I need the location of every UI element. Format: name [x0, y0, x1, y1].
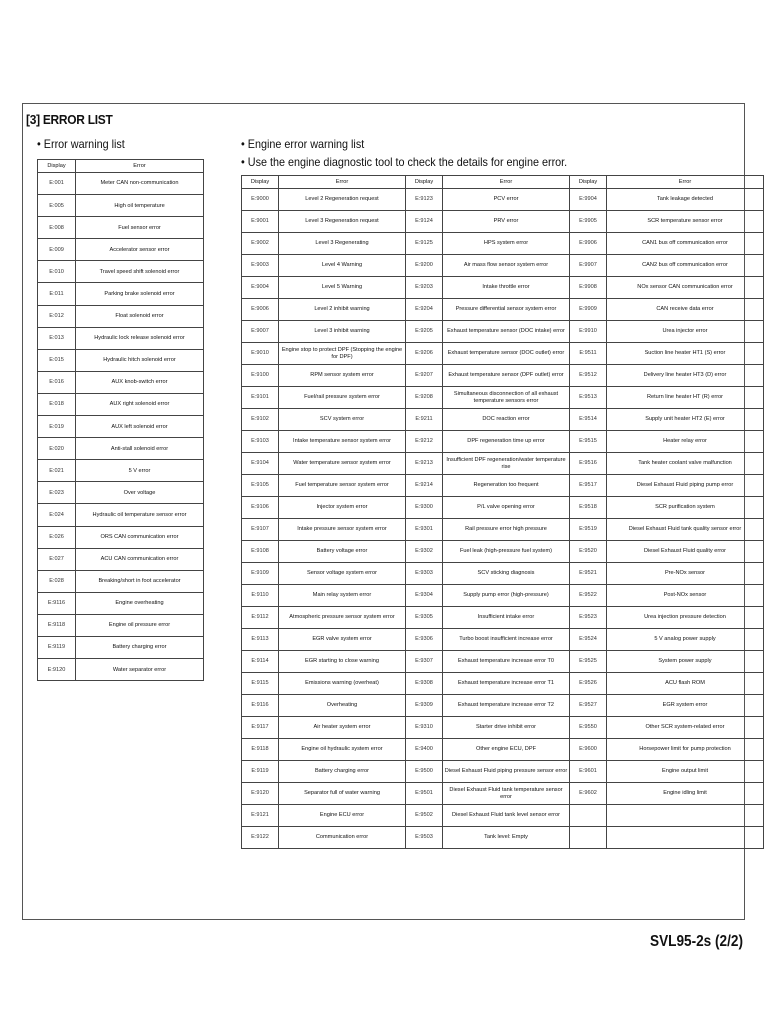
error-code-cell: E:9308	[406, 673, 443, 695]
table-row	[242, 299, 764, 321]
error-code-cell: E:010	[38, 261, 76, 283]
error-description-cell: Battery voltage error	[279, 541, 406, 563]
error-code-cell: E:011	[38, 283, 76, 305]
error-description-cell: Fuel temperature sensor system error	[279, 475, 406, 497]
engine-error-list-heading: • Engine error warning list	[241, 137, 365, 151]
error-code-cell	[570, 827, 607, 849]
error-code-cell: E:028	[38, 570, 76, 592]
error-description-cell: Insufficient DPF regeneration/water temperature rise	[443, 453, 570, 475]
table-row	[242, 717, 764, 739]
table-row	[242, 761, 764, 783]
error-code-cell: E:9208	[406, 387, 443, 409]
table-row	[242, 563, 764, 585]
error-description-cell: AUX right solenoid error	[76, 393, 204, 415]
error-code-cell: E:9116	[242, 695, 279, 717]
error-description-cell: Other SCR system-related error	[607, 717, 764, 739]
error-code-cell: E:9303	[406, 563, 443, 585]
error-code-cell: E:9501	[406, 783, 443, 805]
error-code-cell: E:9601	[570, 761, 607, 783]
error-code-cell: E:015	[38, 349, 76, 371]
error-code-cell: E:9118	[38, 614, 76, 636]
table-row	[242, 189, 764, 211]
table-row	[38, 570, 204, 592]
error-code-cell: E:9550	[570, 717, 607, 739]
error-code-cell: E:9106	[242, 497, 279, 519]
error-code-cell: E:9212	[406, 431, 443, 453]
error-description-cell: Air mass flow sensor system error	[443, 255, 570, 277]
table-row	[242, 607, 764, 629]
error-description-cell: Water temperature sensor system error	[279, 453, 406, 475]
header-display: Display	[242, 176, 279, 189]
error-code-cell	[570, 805, 607, 827]
table-row	[38, 349, 204, 371]
error-description-cell: ACU CAN communication error	[76, 548, 204, 570]
header-display: Display	[38, 160, 76, 173]
error-code-cell: E:9906	[570, 233, 607, 255]
error-description-cell: PRV error	[443, 211, 570, 233]
table-row	[38, 327, 204, 349]
table-row	[38, 393, 204, 415]
error-code-cell: E:9002	[242, 233, 279, 255]
error-description-cell: Delivery line heater HT3 (D) error	[607, 365, 764, 387]
error-description-cell: Pre-NOx sensor	[607, 563, 764, 585]
error-code-cell: E:9120	[38, 659, 76, 681]
error-code-cell: E:9907	[570, 255, 607, 277]
table-row	[38, 283, 204, 305]
table-row	[38, 460, 204, 482]
error-description-cell: Diesel Exhaust Fluid quality error	[607, 541, 764, 563]
error-description-cell: Exhaust temperature sensor (DOC outlet) error	[443, 343, 570, 365]
error-code-cell: E:9119	[38, 636, 76, 658]
error-description-cell: Diesel Exhaust Fluid piping pressure sensor error	[443, 761, 570, 783]
error-description-cell: Engine output limit	[607, 761, 764, 783]
error-description-cell: Diesel Exhaust Fluid piping pump error	[607, 475, 764, 497]
error-description-cell: EGR valve system error	[279, 629, 406, 651]
error-description-cell: Communication error	[279, 827, 406, 849]
table-row	[38, 371, 204, 393]
error-code-cell: E:9203	[406, 277, 443, 299]
error-description-cell	[607, 805, 764, 827]
error-code-cell: E:9518	[570, 497, 607, 519]
error-description-cell: Engine oil hydraulic system error	[279, 739, 406, 761]
error-description-cell: System power supply	[607, 651, 764, 673]
error-description-cell: Emissions warning (overheat)	[279, 673, 406, 695]
error-code-cell: E:9110	[242, 585, 279, 607]
table-header-row	[38, 160, 204, 173]
error-description-cell: Atmospheric pressure sensor system error	[279, 607, 406, 629]
error-warning-list-heading: • Error warning list	[37, 137, 125, 151]
error-description-cell: Level 3 Regeneration request	[279, 211, 406, 233]
error-description-cell: Travel speed shift solenoid error	[76, 261, 204, 283]
error-description-cell: Fuel leak (high-pressure fuel system)	[443, 541, 570, 563]
error-description-cell: High oil temperature	[76, 195, 204, 217]
error-description-cell: Air heater system error	[279, 717, 406, 739]
error-code-cell: E:9206	[406, 343, 443, 365]
error-description-cell: Supply pump error (high-pressure)	[443, 585, 570, 607]
error-code-cell: E:9207	[406, 365, 443, 387]
error-code-cell: E:9117	[242, 717, 279, 739]
table-row	[38, 659, 204, 681]
error-code-cell: E:009	[38, 239, 76, 261]
error-code-cell: E:9305	[406, 607, 443, 629]
error-code-cell: E:9124	[406, 211, 443, 233]
table-row	[242, 431, 764, 453]
error-code-cell: E:9300	[406, 497, 443, 519]
error-code-cell: E:9125	[406, 233, 443, 255]
error-description-cell: SCV sticking diagnosis	[443, 563, 570, 585]
error-description-cell: Main relay system error	[279, 585, 406, 607]
table-row	[38, 239, 204, 261]
error-description-cell: Diesel Exhaust Fluid tank level sensor error	[443, 805, 570, 827]
error-code-cell: E:9524	[570, 629, 607, 651]
table-row	[38, 636, 204, 658]
error-code-cell: E:027	[38, 548, 76, 570]
header-error: Error	[607, 176, 764, 189]
error-description-cell: Anti-stall solenoid error	[76, 438, 204, 460]
error-description-cell: Engine idling limit	[607, 783, 764, 805]
error-description-cell: Post-NOx sensor	[607, 585, 764, 607]
error-code-cell: E:018	[38, 393, 76, 415]
page-frame	[22, 103, 745, 920]
error-code-cell: E:9503	[406, 827, 443, 849]
error-code-cell: E:9513	[570, 387, 607, 409]
table-row	[38, 261, 204, 283]
error-code-cell: E:9910	[570, 321, 607, 343]
error-code-cell: E:9602	[570, 783, 607, 805]
error-description-cell: Intake pressure sensor system error	[279, 519, 406, 541]
table-row	[242, 321, 764, 343]
error-code-cell: E:9105	[242, 475, 279, 497]
error-description-cell: Water separator error	[76, 659, 204, 681]
error-description-cell: Heater relay error	[607, 431, 764, 453]
table-row	[38, 195, 204, 217]
error-code-cell: E:9004	[242, 277, 279, 299]
error-code-cell: E:9205	[406, 321, 443, 343]
header-display: Display	[406, 176, 443, 189]
error-code-cell: E:9307	[406, 651, 443, 673]
table-row	[242, 453, 764, 475]
table-row	[38, 217, 204, 239]
error-description-cell: Level 2 inhibit warning	[279, 299, 406, 321]
table-row	[242, 629, 764, 651]
error-code-cell: E:9514	[570, 409, 607, 431]
error-code-cell: E:9119	[242, 761, 279, 783]
error-code-cell: E:9511	[570, 343, 607, 365]
error-description-cell	[607, 827, 764, 849]
error-description-cell: Intake temperature sensor system error	[279, 431, 406, 453]
error-description-cell: Accelerator sensor error	[76, 239, 204, 261]
error-description-cell: Tank heater coolant valve malfunction	[607, 453, 764, 475]
error-description-cell: Sensor voltage system error	[279, 563, 406, 585]
table-row	[38, 416, 204, 438]
error-code-cell: E:9118	[242, 739, 279, 761]
error-code-cell: E:9120	[242, 783, 279, 805]
error-code-cell: E:9121	[242, 805, 279, 827]
error-description-cell: Overheating	[279, 695, 406, 717]
table-row	[38, 173, 204, 195]
error-code-cell: E:9502	[406, 805, 443, 827]
error-code-cell: E:9905	[570, 211, 607, 233]
error-description-cell: Engine overheating	[76, 592, 204, 614]
error-code-cell: E:9001	[242, 211, 279, 233]
error-description-cell: Parking brake solenoid error	[76, 283, 204, 305]
diagnostic-tool-note: • Use the engine diagnostic tool to check the details for engine error.	[241, 155, 568, 169]
table-row	[242, 695, 764, 717]
table-row	[242, 519, 764, 541]
error-code-cell: E:9520	[570, 541, 607, 563]
error-code-cell: E:023	[38, 482, 76, 504]
header-display: Display	[570, 176, 607, 189]
error-code-cell: E:9904	[570, 189, 607, 211]
table-row	[242, 585, 764, 607]
error-description-cell: Float solenoid error	[76, 305, 204, 327]
error-description-cell: Supply unit heater HT2 (E) error	[607, 409, 764, 431]
error-code-cell: E:013	[38, 327, 76, 349]
error-description-cell: Level 3 inhibit warning	[279, 321, 406, 343]
error-description-cell: AUX left solenoid error	[76, 416, 204, 438]
error-code-cell: E:9103	[242, 431, 279, 453]
error-description-cell: EGR system error	[607, 695, 764, 717]
error-description-cell: 5 V analog power supply	[607, 629, 764, 651]
error-code-cell: E:9108	[242, 541, 279, 563]
error-description-cell: Tank level: Empty	[443, 827, 570, 849]
error-description-cell: ORS CAN communication error	[76, 526, 204, 548]
header-error: Error	[279, 176, 406, 189]
error-description-cell: Exhaust temperature sensor (DPF outlet) error	[443, 365, 570, 387]
error-description-cell: Level 5 Warning	[279, 277, 406, 299]
error-description-cell: Suction line heater HT1 (S) error	[607, 343, 764, 365]
error-code-cell: E:9006	[242, 299, 279, 321]
error-description-cell: Tank leakage detected	[607, 189, 764, 211]
error-description-cell: P/L valve opening error	[443, 497, 570, 519]
error-description-cell: Horsepower limit for pump protection	[607, 739, 764, 761]
error-code-cell: E:9114	[242, 651, 279, 673]
error-description-cell: SCR purification system	[607, 497, 764, 519]
error-code-cell: E:9600	[570, 739, 607, 761]
error-description-cell: Diesel Exhaust Fluid tank quality sensor error	[607, 519, 764, 541]
error-description-cell: DPF regeneration time up error	[443, 431, 570, 453]
table-row	[242, 827, 764, 849]
error-code-cell: E:019	[38, 416, 76, 438]
error-code-cell: E:9116	[38, 592, 76, 614]
error-description-cell: Exhaust temperature increase error T1	[443, 673, 570, 695]
table-row	[38, 504, 204, 526]
error-code-cell: E:9100	[242, 365, 279, 387]
error-description-cell: Over voltage	[76, 482, 204, 504]
error-description-cell: Level 4 Warning	[279, 255, 406, 277]
table-row	[38, 526, 204, 548]
error-description-cell: Injector system error	[279, 497, 406, 519]
error-code-cell: E:9214	[406, 475, 443, 497]
error-code-cell: E:020	[38, 438, 76, 460]
table-row	[38, 438, 204, 460]
error-code-cell: E:9112	[242, 607, 279, 629]
error-code-cell: E:9500	[406, 761, 443, 783]
table-row	[242, 673, 764, 695]
error-code-cell: E:9102	[242, 409, 279, 431]
error-description-cell: Breaking/short in foot accelerator	[76, 570, 204, 592]
error-description-cell: Intake throttle error	[443, 277, 570, 299]
error-description-cell: Urea injection pressure detection	[607, 607, 764, 629]
error-code-cell: E:9517	[570, 475, 607, 497]
error-code-cell: E:9007	[242, 321, 279, 343]
table-row	[242, 211, 764, 233]
error-description-cell: Turbo boost insufficient increase error	[443, 629, 570, 651]
error-description-cell: Battery charging error	[76, 636, 204, 658]
error-code-cell: E:9306	[406, 629, 443, 651]
error-description-cell: Insufficient intake error	[443, 607, 570, 629]
error-description-cell: Exhaust temperature increase error T2	[443, 695, 570, 717]
error-description-cell: PCV error	[443, 189, 570, 211]
table-row	[38, 548, 204, 570]
table-row	[242, 541, 764, 563]
error-description-cell: Battery charging error	[279, 761, 406, 783]
section-title: [3] ERROR LIST	[26, 112, 113, 127]
error-code-cell: E:9304	[406, 585, 443, 607]
error-description-cell: Fuel/rail pressure system error	[279, 387, 406, 409]
error-description-cell: AUX knob-switch error	[76, 371, 204, 393]
error-description-cell: SCV system error	[279, 409, 406, 431]
error-code-cell: E:9519	[570, 519, 607, 541]
error-description-cell: Level 3 Regenerating	[279, 233, 406, 255]
engine-error-table	[241, 175, 764, 849]
error-code-cell: E:9204	[406, 299, 443, 321]
error-code-cell: E:9101	[242, 387, 279, 409]
header-error: Error	[443, 176, 570, 189]
error-code-cell: E:9908	[570, 277, 607, 299]
table-row	[38, 592, 204, 614]
error-description-cell: Meter CAN non-communication	[76, 173, 204, 195]
error-code-cell: E:001	[38, 173, 76, 195]
error-warning-table	[37, 159, 204, 681]
error-code-cell: E:016	[38, 371, 76, 393]
error-code-cell: E:9400	[406, 739, 443, 761]
error-code-cell: E:9527	[570, 695, 607, 717]
error-description-cell: EGR starting to close warning	[279, 651, 406, 673]
error-code-cell: E:9211	[406, 409, 443, 431]
error-code-cell: E:9526	[570, 673, 607, 695]
table-row	[242, 497, 764, 519]
error-code-cell: E:9909	[570, 299, 607, 321]
error-code-cell: E:9104	[242, 453, 279, 475]
error-code-cell: E:012	[38, 305, 76, 327]
table-row	[38, 482, 204, 504]
error-code-cell: E:024	[38, 504, 76, 526]
error-code-cell: E:9113	[242, 629, 279, 651]
error-code-cell: E:9000	[242, 189, 279, 211]
error-description-cell: Simultaneous disconnection of all exhaust temperature sensors error	[443, 387, 570, 409]
table-row	[242, 805, 764, 827]
table-header-row	[242, 176, 764, 189]
error-description-cell: SCR temperature sensor error	[607, 211, 764, 233]
error-code-cell: E:9107	[242, 519, 279, 541]
error-code-cell: E:9115	[242, 673, 279, 695]
table-row	[242, 409, 764, 431]
error-code-cell: E:9301	[406, 519, 443, 541]
error-code-cell: E:026	[38, 526, 76, 548]
error-code-cell: E:9310	[406, 717, 443, 739]
error-description-cell: Return line heater HT (R) error	[607, 387, 764, 409]
error-description-cell: Separator full of water warning	[279, 783, 406, 805]
table-row	[242, 365, 764, 387]
table-row	[242, 255, 764, 277]
table-row	[38, 614, 204, 636]
error-description-cell: ACU flash ROM	[607, 673, 764, 695]
error-description-cell: Rail pressure error high pressure	[443, 519, 570, 541]
model-label: SVL95-2s (2/2)	[650, 933, 743, 950]
table-row	[242, 651, 764, 673]
error-description-cell: CAN2 bus off communication error	[607, 255, 764, 277]
error-code-cell: E:9516	[570, 453, 607, 475]
table-row	[242, 233, 764, 255]
error-description-cell: Exhaust temperature sensor (DOC intake) error	[443, 321, 570, 343]
error-code-cell: E:9213	[406, 453, 443, 475]
error-description-cell: CAN receive data error	[607, 299, 764, 321]
error-code-cell: E:021	[38, 460, 76, 482]
table-row	[242, 387, 764, 409]
error-description-cell: Exhaust temperature increase error T0	[443, 651, 570, 673]
error-code-cell: E:9123	[406, 189, 443, 211]
error-description-cell: DOC reaction error	[443, 409, 570, 431]
table-row	[242, 739, 764, 761]
error-code-cell: E:9522	[570, 585, 607, 607]
error-description-cell: Pressure differential sensor system error	[443, 299, 570, 321]
error-description-cell: Engine stop to protect DPF (Stopping the engine for DPF)	[279, 343, 406, 365]
error-code-cell: E:9309	[406, 695, 443, 717]
error-description-cell: Engine ECU error	[279, 805, 406, 827]
error-description-cell: CAN1 bus off communication error	[607, 233, 764, 255]
error-description-cell: Other engine ECU, DPF	[443, 739, 570, 761]
error-description-cell: Hydraulic oil temperature sensor error	[76, 504, 204, 526]
error-code-cell: E:9200	[406, 255, 443, 277]
error-description-cell: HPS system error	[443, 233, 570, 255]
error-description-cell: Diesel Exhaust Fluid tank temperature sensor error	[443, 783, 570, 805]
error-code-cell: E:9521	[570, 563, 607, 585]
error-description-cell: RPM sensor system error	[279, 365, 406, 387]
header-error: Error	[76, 160, 204, 173]
error-code-cell: E:9515	[570, 431, 607, 453]
error-code-cell: E:9525	[570, 651, 607, 673]
error-description-cell: 5 V error	[76, 460, 204, 482]
error-code-cell: E:9010	[242, 343, 279, 365]
error-code-cell: E:9302	[406, 541, 443, 563]
error-description-cell: Level 2 Regeneration request	[279, 189, 406, 211]
error-description-cell: Hydraulic hitch solenoid error	[76, 349, 204, 371]
error-code-cell: E:9122	[242, 827, 279, 849]
error-description-cell: Regeneration too frequent	[443, 475, 570, 497]
error-description-cell: Fuel sensor error	[76, 217, 204, 239]
table-row	[242, 277, 764, 299]
error-description-cell: Urea injector error	[607, 321, 764, 343]
table-row	[242, 475, 764, 497]
table-row	[242, 343, 764, 365]
error-description-cell: Engine oil pressure error	[76, 614, 204, 636]
error-code-cell: E:9003	[242, 255, 279, 277]
error-code-cell: E:9512	[570, 365, 607, 387]
table-row	[38, 305, 204, 327]
error-code-cell: E:9523	[570, 607, 607, 629]
table-row	[242, 783, 764, 805]
error-code-cell: E:008	[38, 217, 76, 239]
error-description-cell: Hydraulic lock release solenoid error	[76, 327, 204, 349]
error-description-cell: NOx sensor CAN communication error	[607, 277, 764, 299]
error-description-cell: Starter drive inhibit error	[443, 717, 570, 739]
error-code-cell: E:005	[38, 195, 76, 217]
error-code-cell: E:9109	[242, 563, 279, 585]
